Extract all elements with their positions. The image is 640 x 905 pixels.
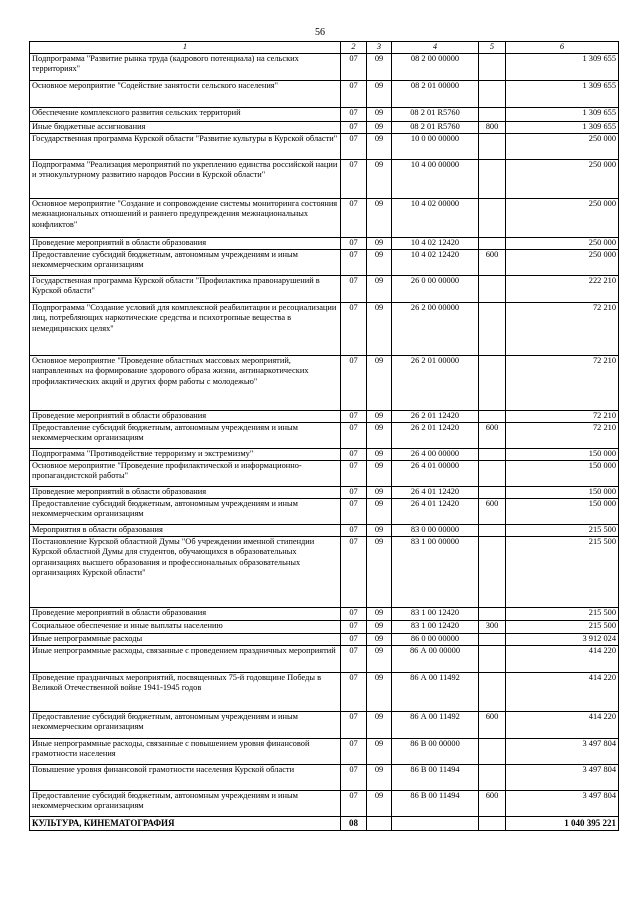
cell-subsection-code: 09 <box>367 738 392 764</box>
cell-subsection-code: 09 <box>367 790 392 816</box>
cell-subsection-code: 09 <box>367 524 392 536</box>
cell-section-code: 07 <box>341 645 367 672</box>
table-row <box>30 121 619 133</box>
cell-section-code: 07 <box>341 249 367 275</box>
cell-section-code: 07 <box>341 422 367 448</box>
cell-section-code: 07 <box>341 53 367 80</box>
cell-name: Предоставление субсидий бюджетным, автономным учреждениям и иным некоммерческим организациям <box>30 790 341 816</box>
cell-amount: 3 912 024 <box>506 633 619 645</box>
cell-expense-type-code <box>479 536 506 607</box>
cell-expense-type-code <box>479 198 506 237</box>
cell-target-article-code: 08 2 01 R5760 <box>392 107 479 121</box>
cell-section-code: 07 <box>341 711 367 738</box>
cell-target-article-code: 10 4 02 12420 <box>392 249 479 275</box>
header-col-2: 2 <box>341 42 367 54</box>
cell-section-code: 07 <box>341 159 367 198</box>
cell-subsection-code: 09 <box>367 355 392 410</box>
cell-name: Проведение мероприятий в области образования <box>30 607 341 620</box>
cell-amount: 414 220 <box>506 711 619 738</box>
table-row <box>30 790 619 816</box>
cell-target-article-code: 26 2 01 12420 <box>392 410 479 422</box>
total-cell-expense-type-code <box>479 816 506 830</box>
cell-target-article-code: 83 0 00 00000 <box>392 524 479 536</box>
cell-target-article-code: 10 4 02 12420 <box>392 237 479 249</box>
cell-target-article-code: 08 2 01 00000 <box>392 80 479 107</box>
cell-target-article-code: 26 2 00 00000 <box>392 302 479 355</box>
cell-section-code: 07 <box>341 672 367 711</box>
header-col-4: 4 <box>392 42 479 54</box>
cell-section-code: 07 <box>341 198 367 237</box>
table-row <box>30 448 619 460</box>
table-row <box>30 607 619 620</box>
table-row <box>30 486 619 498</box>
cell-section-code: 07 <box>341 620 367 633</box>
cell-section-code: 07 <box>341 633 367 645</box>
cell-name: Мероприятия в области образования <box>30 524 341 536</box>
cell-subsection-code: 09 <box>367 498 392 524</box>
cell-subsection-code: 09 <box>367 80 392 107</box>
cell-name: Иные непрограммные расходы <box>30 633 341 645</box>
table-row <box>30 410 619 422</box>
cell-section-code: 07 <box>341 237 367 249</box>
cell-name: Предоставление субсидий бюджетным, автономным учреждениям и иным некоммерческим организациям <box>30 498 341 524</box>
cell-subsection-code: 09 <box>367 198 392 237</box>
cell-name: Основное мероприятие "Проведение областных массовых мероприятий, направленных на формирование здорового образа жизни, антинаркотических профилактических акций и других форм работы с молодежью" <box>30 355 341 410</box>
cell-expense-type-code <box>479 486 506 498</box>
header-col-5: 5 <box>479 42 506 54</box>
cell-section-code: 07 <box>341 121 367 133</box>
cell-target-article-code: 86 А 00 00000 <box>392 645 479 672</box>
cell-expense-type-code <box>479 133 506 159</box>
cell-expense-type-code <box>479 460 506 486</box>
cell-amount: 3 497 804 <box>506 738 619 764</box>
cell-target-article-code: 10 0 00 00000 <box>392 133 479 159</box>
cell-name: Основное мероприятие "Проведение профилактической и информационно-пропагандистской работы" <box>30 460 341 486</box>
cell-name: Подпрограмма "Развитие рынка труда (кадрового потенциала) на сельских территориях" <box>30 53 341 80</box>
cell-amount: 72 210 <box>506 410 619 422</box>
cell-name: Проведение мероприятий в области образования <box>30 410 341 422</box>
cell-section-code: 07 <box>341 536 367 607</box>
table-row <box>30 249 619 275</box>
cell-amount: 215 500 <box>506 620 619 633</box>
table-row <box>30 764 619 790</box>
cell-name: Подпрограмма "Реализация мероприятий по укреплению единства российской нации и этнокультурному развитию народов России в Курской области" <box>30 159 341 198</box>
cell-subsection-code: 09 <box>367 645 392 672</box>
cell-amount: 250 000 <box>506 198 619 237</box>
table-row <box>30 498 619 524</box>
cell-subsection-code: 09 <box>367 448 392 460</box>
cell-target-article-code: 83 1 00 00000 <box>392 536 479 607</box>
cell-expense-type-code: 600 <box>479 711 506 738</box>
cell-expense-type-code: 600 <box>479 249 506 275</box>
cell-target-article-code: 08 2 00 00000 <box>392 53 479 80</box>
cell-subsection-code: 09 <box>367 486 392 498</box>
cell-expense-type-code <box>479 524 506 536</box>
cell-name: Проведение мероприятий в области образования <box>30 237 341 249</box>
cell-target-article-code: 26 0 00 00000 <box>392 275 479 302</box>
cell-amount: 250 000 <box>506 159 619 198</box>
cell-target-article-code: 83 1 00 12420 <box>392 620 479 633</box>
cell-subsection-code: 09 <box>367 536 392 607</box>
cell-amount: 1 309 655 <box>506 53 619 80</box>
cell-name: Предоставление субсидий бюджетным, автономным учреждениям и иным некоммерческим организациям <box>30 422 341 448</box>
cell-amount: 250 000 <box>506 249 619 275</box>
cell-expense-type-code <box>479 302 506 355</box>
table-row <box>30 524 619 536</box>
table-row <box>30 672 619 711</box>
cell-expense-type-code: 600 <box>479 498 506 524</box>
cell-name: Предоставление субсидий бюджетным, автономным учреждениям и иным некоммерческим организациям <box>30 249 341 275</box>
cell-section-code: 07 <box>341 302 367 355</box>
cell-section-code: 07 <box>341 764 367 790</box>
cell-target-article-code: 86 В 00 11494 <box>392 764 479 790</box>
cell-target-article-code: 86 А 00 11492 <box>392 711 479 738</box>
cell-target-article-code: 86 0 00 00000 <box>392 633 479 645</box>
total-cell-name: КУЛЬТУРА, КИНЕМАТОГРАФИЯ <box>30 816 341 830</box>
cell-amount: 3 497 804 <box>506 790 619 816</box>
cell-name: Предоставление субсидий бюджетным, автономным учреждениям и иным некоммерческим организациям <box>30 711 341 738</box>
cell-target-article-code: 83 1 00 12420 <box>392 607 479 620</box>
cell-target-article-code: 10 4 00 00000 <box>392 159 479 198</box>
table-row <box>30 633 619 645</box>
cell-name: Постановление Курской областной Думы "Об учреждении именной стипендии Курской областной Думы для студентов, обучающихся в образовательных организациях высшего образования и профессиональных образовательных организациях Курской области" <box>30 536 341 607</box>
cell-expense-type-code <box>479 448 506 460</box>
cell-name: Государственная программа Курской области "Профилактика правонарушений в Курской области" <box>30 275 341 302</box>
cell-amount: 1 309 655 <box>506 107 619 121</box>
cell-subsection-code: 09 <box>367 275 392 302</box>
cell-amount: 414 220 <box>506 672 619 711</box>
cell-subsection-code: 09 <box>367 633 392 645</box>
cell-subsection-code: 09 <box>367 302 392 355</box>
table-row <box>30 536 619 607</box>
cell-target-article-code: 10 4 02 00000 <box>392 198 479 237</box>
total-cell-amount: 1 040 395 221 <box>506 816 619 830</box>
cell-subsection-code: 09 <box>367 133 392 159</box>
page-number: 56 <box>315 27 325 38</box>
cell-name: Проведение мероприятий в области образования <box>30 486 341 498</box>
table-row <box>30 645 619 672</box>
cell-name: Иные бюджетные ассигнования <box>30 121 341 133</box>
total-row <box>30 816 619 830</box>
cell-subsection-code: 09 <box>367 121 392 133</box>
table-row <box>30 275 619 302</box>
cell-amount: 150 000 <box>506 498 619 524</box>
cell-amount: 1 309 655 <box>506 80 619 107</box>
cell-name: Проведение праздничных мероприятий, посвященных 75-й годовщине Победы в Великой Отечественной войне 1941-1945 годов <box>30 672 341 711</box>
cell-expense-type-code <box>479 107 506 121</box>
table-row <box>30 159 619 198</box>
cell-section-code: 07 <box>341 107 367 121</box>
cell-subsection-code: 09 <box>367 53 392 80</box>
table-row <box>30 355 619 410</box>
cell-subsection-code: 09 <box>367 607 392 620</box>
cell-expense-type-code <box>479 355 506 410</box>
header-col-3: 3 <box>367 42 392 54</box>
cell-section-code: 07 <box>341 448 367 460</box>
table-row <box>30 460 619 486</box>
cell-name: Основное мероприятие "Содействие занятости сельского населения" <box>30 80 341 107</box>
cell-expense-type-code <box>479 237 506 249</box>
cell-expense-type-code <box>479 275 506 302</box>
cell-amount: 150 000 <box>506 486 619 498</box>
cell-target-article-code: 08 2 01 R5760 <box>392 121 479 133</box>
cell-expense-type-code: 300 <box>479 620 506 633</box>
cell-expense-type-code <box>479 764 506 790</box>
table-row <box>30 133 619 159</box>
cell-expense-type-code <box>479 645 506 672</box>
table-row <box>30 198 619 237</box>
cell-section-code: 07 <box>341 80 367 107</box>
cell-amount: 222 210 <box>506 275 619 302</box>
cell-expense-type-code <box>479 53 506 80</box>
table-row <box>30 620 619 633</box>
cell-subsection-code: 09 <box>367 249 392 275</box>
cell-subsection-code: 09 <box>367 672 392 711</box>
cell-name: Социальное обеспечение и иные выплаты населению <box>30 620 341 633</box>
cell-expense-type-code <box>479 159 506 198</box>
cell-name: Обеспечение комплексного развития сельских территорий <box>30 107 341 121</box>
cell-amount: 215 500 <box>506 607 619 620</box>
cell-section-code: 07 <box>341 355 367 410</box>
cell-name: Подпрограмма "Противодействие терроризму и экстремизму" <box>30 448 341 460</box>
cell-section-code: 07 <box>341 607 367 620</box>
cell-section-code: 07 <box>341 498 367 524</box>
cell-expense-type-code <box>479 738 506 764</box>
cell-expense-type-code <box>479 80 506 107</box>
cell-subsection-code: 09 <box>367 410 392 422</box>
total-cell-subsection-code <box>367 816 392 830</box>
cell-target-article-code: 26 4 01 12420 <box>392 486 479 498</box>
cell-amount: 215 500 <box>506 524 619 536</box>
cell-target-article-code: 86 В 00 11494 <box>392 790 479 816</box>
cell-amount: 72 210 <box>506 422 619 448</box>
table-row <box>30 711 619 738</box>
cell-subsection-code: 09 <box>367 620 392 633</box>
cell-expense-type-code: 800 <box>479 121 506 133</box>
cell-subsection-code: 09 <box>367 711 392 738</box>
cell-amount: 150 000 <box>506 460 619 486</box>
cell-subsection-code: 09 <box>367 764 392 790</box>
cell-amount: 1 309 655 <box>506 121 619 133</box>
cell-section-code: 07 <box>341 790 367 816</box>
cell-amount: 250 000 <box>506 237 619 249</box>
cell-name: Иные непрограммные расходы, связанные с проведением праздничных мероприятий <box>30 645 341 672</box>
cell-section-code: 07 <box>341 460 367 486</box>
cell-name: Основное мероприятие "Создание и сопровождение системы мониторинга состояния межнациональных отношений и раннего предупреждения межнациональных конфликтов" <box>30 198 341 237</box>
cell-name: Повышение уровня финансовой грамотности населения Курской области <box>30 764 341 790</box>
cell-name: Иные непрограммные расходы, связанные с повышением уровня финансовой грамотности населения <box>30 738 341 764</box>
table-row <box>30 422 619 448</box>
cell-name: Государственная программа Курской области "Развитие культуры в Курской области" <box>30 133 341 159</box>
table-row <box>30 80 619 107</box>
cell-amount: 215 500 <box>506 536 619 607</box>
cell-amount: 72 210 <box>506 302 619 355</box>
cell-subsection-code: 09 <box>367 422 392 448</box>
table-row <box>30 53 619 80</box>
cell-amount: 414 220 <box>506 645 619 672</box>
table-row <box>30 302 619 355</box>
header-row <box>30 42 619 54</box>
cell-subsection-code: 09 <box>367 460 392 486</box>
cell-target-article-code: 26 4 01 12420 <box>392 498 479 524</box>
total-cell-section-code: 08 <box>341 816 367 830</box>
cell-target-article-code: 86 А 00 11492 <box>392 672 479 711</box>
cell-target-article-code: 26 2 01 12420 <box>392 422 479 448</box>
cell-target-article-code: 86 В 00 00000 <box>392 738 479 764</box>
total-cell-target-article-code <box>392 816 479 830</box>
cell-expense-type-code <box>479 672 506 711</box>
cell-amount: 3 497 804 <box>506 764 619 790</box>
cell-section-code: 07 <box>341 486 367 498</box>
cell-expense-type-code <box>479 633 506 645</box>
cell-section-code: 07 <box>341 275 367 302</box>
cell-section-code: 07 <box>341 524 367 536</box>
budget-table <box>29 41 619 831</box>
cell-target-article-code: 26 2 01 00000 <box>392 355 479 410</box>
cell-subsection-code: 09 <box>367 159 392 198</box>
cell-expense-type-code <box>479 607 506 620</box>
cell-subsection-code: 09 <box>367 237 392 249</box>
header-col-1: 1 <box>30 42 341 54</box>
cell-section-code: 07 <box>341 133 367 159</box>
header-col-6: 6 <box>506 42 619 54</box>
cell-expense-type-code: 600 <box>479 422 506 448</box>
table-row <box>30 237 619 249</box>
cell-subsection-code: 09 <box>367 107 392 121</box>
cell-amount: 72 210 <box>506 355 619 410</box>
cell-section-code: 07 <box>341 410 367 422</box>
cell-name: Подпрограмма "Создание условий для комплексной реабилитации и ресоциализации лиц, потребляющих наркотические средства и психотропные вещества в немедицинских целях" <box>30 302 341 355</box>
cell-target-article-code: 26 4 01 00000 <box>392 460 479 486</box>
cell-amount: 250 000 <box>506 133 619 159</box>
cell-target-article-code: 26 4 00 00000 <box>392 448 479 460</box>
cell-amount: 150 000 <box>506 448 619 460</box>
table-row <box>30 107 619 121</box>
cell-section-code: 07 <box>341 738 367 764</box>
table-row <box>30 738 619 764</box>
cell-expense-type-code: 600 <box>479 790 506 816</box>
cell-expense-type-code <box>479 410 506 422</box>
